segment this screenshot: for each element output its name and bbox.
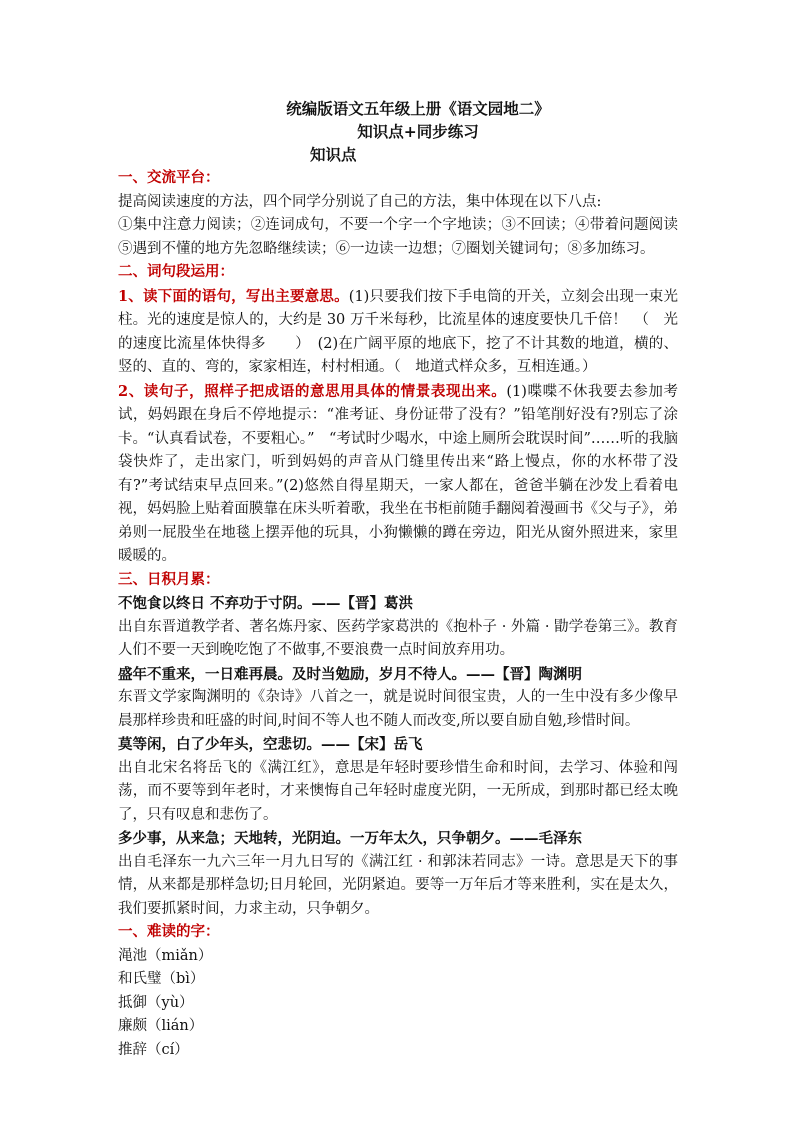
quote-1-explanation: 出自东晋道教学者、著名炼丹家、医药学家葛洪的《抱朴子 · 外篇 · 勖学卷第三》。教育人们不要一天到晚吃饱了不做事,不要浪费一点时间放弃用功。 <box>118 618 678 658</box>
section-title-knowledge: 知识点 <box>310 145 357 164</box>
section-heading-usage: 二、词句段运用： <box>118 264 234 280</box>
hard-word-item: 渑池（miǎn） <box>118 947 213 964</box>
quote-2: 盛年不重来，一日难再晨。及时当勉励，岁月不待人。——【晋】陶渊明 <box>118 665 582 683</box>
quote-3-explanation: 出自北宋名将岳飞的《满江红》，意思是年轻时要珍惜生命和时间，去学习、体验和闯荡，而不要等到年老时，才来懊悔自己年轻时虚度光阴，一无所成，到那时都已经太晚了，只有叹息和悲伤了。 <box>118 759 678 823</box>
quote-1: 不饱食以终日 不弃功于寸阴。——【晋】葛洪 <box>118 595 414 612</box>
usage-question-2 <box>118 380 678 569</box>
exchange-intro: 提高阅读速度的方法，四个同学分别说了自己的方法，集中体现在以下八点: <box>118 193 602 210</box>
quote-2-explanation: 东晋文学家陶渊明的《杂诗》八首之一，就是说时间很宝贵，人的一生中没有多少像早晨那样珍贵和旺盛的时间,时间不等人也不随人而改变,所以要自励自勉,珍惜时间。 <box>118 689 678 729</box>
usage-question-2-body: (1)喋喋不休我要去参加考试，妈妈跟在身后不停地提示：“准考证、身份证带了没有？”铅笔削好没有?别忘了涂卡。“认真看试卷，不要粗心。” “考试时少喝水，中途上厕所会耽误时间”……听的我脑袋快炸了，走出家门，听到妈妈的声音从门缝里传出来“路上慢点，你的水杯带了没有?”考试结束早点回来。”(2)悠然自得星期天，一家人都在，爸爸半躺在沙发上看着电视，妈妈脸上贴着面膜靠在床头听着歌，我坐在书柜前随手翻阅着漫画书《父与子》，弟弟则一屁股坐在地毯上摆弄他的玩具，小狗懒懒的蹲在旁边，阳光从窗外照进来，家里暖暖的。 <box>118 383 678 564</box>
document-title: 统编版语文五年级上册《语文园地二》 <box>286 99 550 118</box>
quote-3: 莫等闲，白了少年头，空悲切。——【宋】岳飞 <box>118 736 423 753</box>
usage-question-1 <box>118 285 678 380</box>
hard-word-item: 和氏璧（bì） <box>118 971 205 987</box>
section-heading-accumulation: 三、日积月累： <box>118 571 220 588</box>
hard-word-item: 廉颇（lián） <box>118 1018 204 1034</box>
usage-question-2-head: 2、读句子，照样子把成语的意思用具体的情景表现出来。 <box>118 382 507 400</box>
quote-4: 多少事，从来急；天地转，光阴迫。一万年太久，只争朝夕。——毛泽东 <box>118 830 582 847</box>
document-content <box>118 97 678 1062</box>
hard-word-item: 抵御（yù） <box>118 994 194 1011</box>
hard-word-item: 推辞（cí） <box>118 1041 189 1058</box>
quote-4-explanation: 出自毛泽东一九六三年一月九日写的《满江红 · 和郭沫若同志》一诗。意思是天下的事情，从来都是那样急切;日月轮回，光阴紧迫。要等一万年后才等来胜利，实在是太久，我们要抓紧时间，力求主动，只争朝夕。 <box>118 853 678 917</box>
section-heading-exchange: 一、交流平台： <box>118 170 220 186</box>
document-subtitle: 知识点+同步练习 <box>357 122 479 141</box>
exchange-methods: ①集中注意力阅读；②连词成句，不要一个字一个字地读；③不回读；④带着问题阅读 ⑤遇到不懂的地方先忽略继续读；⑥一边读一边想；⑦圈划关键词句；⑧多加练习。 <box>118 217 678 257</box>
usage-question-1-head: 1、读下面的语句，写出主要意思。 <box>118 287 349 305</box>
section-heading-hard-words: 一、难读的字： <box>118 924 220 940</box>
usage-question-1-body: (1)只要我们按下手电筒的开关，立刻会出现一束光柱。光的速度是惊人的，大约是 30 万千米每秒，比流星体的速度要快几千倍！ （ 光的速度比流星体快得多 ） (2)在广阔平原的地底下，挖了不计其数的地道，横的、竖的、直的、弯的，家家相连，村村相通。（ 地道式样众多，互相连通。） <box>118 288 678 375</box>
